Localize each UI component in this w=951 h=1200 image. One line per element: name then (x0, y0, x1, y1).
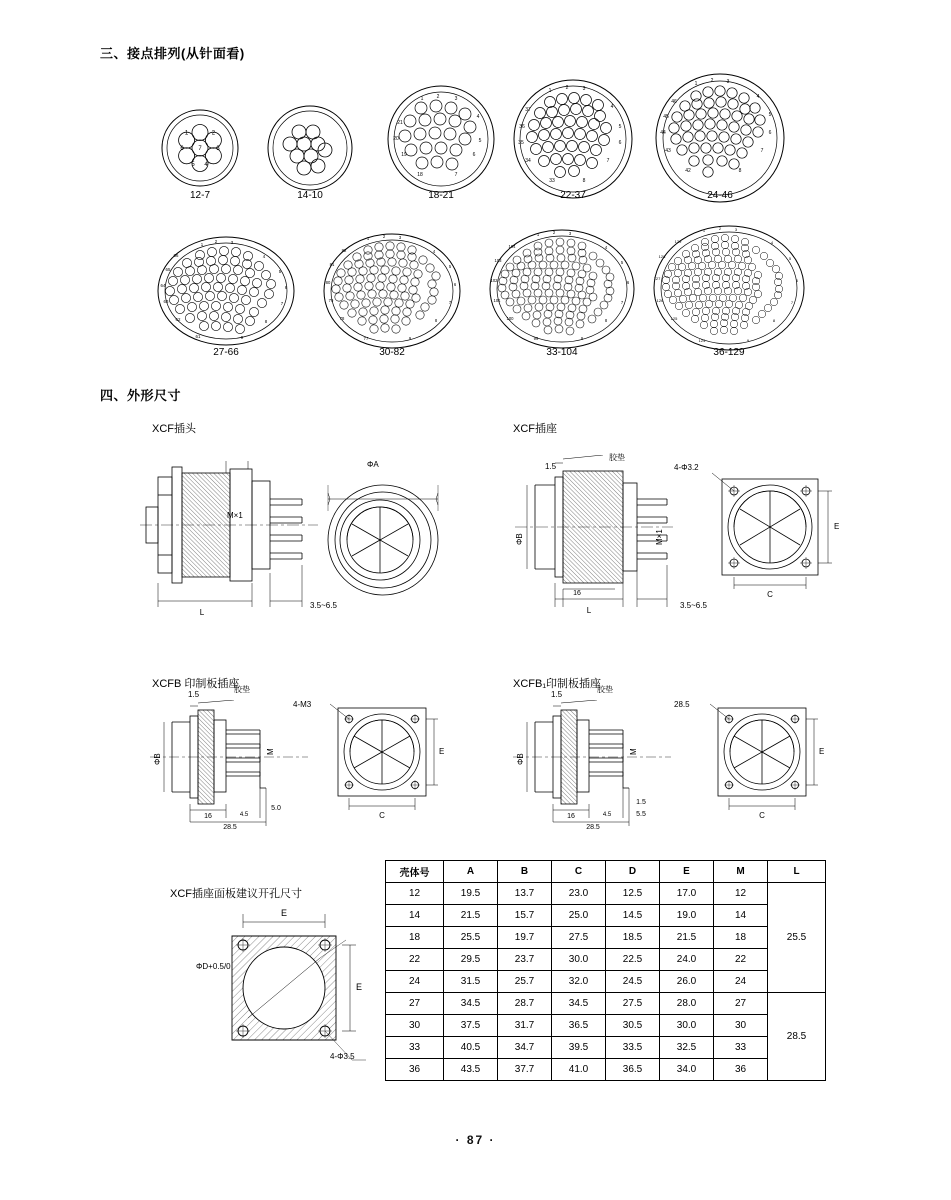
dim-panel-phiD: ΦD+0.5/0 (196, 962, 231, 971)
table-cell: 24.0 (660, 949, 714, 971)
dim-plug-mx1: M×1 (227, 511, 243, 520)
svg-text:80: 80 (325, 280, 331, 285)
table-cell: 17.0 (660, 883, 714, 905)
table-cell: 36.5 (552, 1015, 606, 1037)
svg-text:4: 4 (204, 162, 208, 168)
svg-text:2: 2 (718, 226, 722, 231)
svg-text:63: 63 (163, 299, 169, 304)
svg-text:127: 127 (653, 276, 661, 281)
dim-pcb-m3-15: 1.5 (188, 690, 200, 699)
table-cell: 33.5 (606, 1037, 660, 1059)
dim-panel-4phi35: 4-Φ3.5 (330, 1052, 355, 1061)
svg-text:6: 6 (472, 152, 476, 158)
svg-text:L: L (199, 608, 205, 617)
svg-text:5.0: 5.0 (271, 805, 281, 812)
svg-text:6: 6 (284, 285, 288, 290)
dim-receptacle-15: 1.5 (545, 462, 557, 471)
svg-text:5: 5 (620, 260, 624, 265)
svg-text:4: 4 (770, 240, 774, 245)
table-cell: 24 (386, 971, 444, 993)
table-cell: 30 (386, 1015, 444, 1037)
table-cell: 37.7 (498, 1059, 552, 1081)
svg-text:8: 8 (738, 168, 742, 174)
drawing-title-pcb-32: XCFB₁印制板插座 (513, 678, 602, 690)
table-cell: 34.7 (498, 1037, 552, 1059)
table-cell: 36.5 (606, 1059, 660, 1081)
dim-receptacle-mx1: M×1 (655, 529, 664, 545)
svg-text:81: 81 (329, 262, 335, 267)
table-header-cell: M (714, 861, 768, 883)
svg-text:4: 4 (476, 114, 480, 120)
table-cell-l-group: 28.5 (768, 993, 826, 1081)
section-title-outline-dimensions: 四、外形尺寸 (100, 388, 182, 403)
contact-face-label-0: 12-7 (189, 190, 210, 201)
svg-text:20: 20 (393, 136, 399, 142)
table-cell: 21.5 (444, 905, 498, 927)
svg-text:3: 3 (398, 235, 402, 240)
svg-text:E: E (819, 747, 825, 756)
svg-text:5.5: 5.5 (636, 811, 646, 818)
svg-text:43: 43 (665, 148, 671, 154)
contact-face-label-5: 27-66 (213, 347, 239, 358)
svg-text:124: 124 (698, 338, 706, 343)
contact-face-33-104 (488, 228, 636, 350)
svg-text:3: 3 (230, 240, 234, 245)
table-cell: 34.0 (660, 1059, 714, 1081)
svg-text:4.5: 4.5 (602, 812, 612, 818)
svg-text:5: 5 (478, 138, 482, 144)
svg-text:1: 1 (548, 88, 552, 94)
dim-pcb-m3-m: M (266, 748, 275, 755)
svg-text:6: 6 (453, 282, 457, 287)
svg-text:4: 4 (262, 254, 266, 259)
table-cell: 25.5 (444, 927, 498, 949)
table-cell: 15.7 (498, 905, 552, 927)
svg-text:16: 16 (204, 813, 212, 820)
table-cell: 27 (386, 993, 444, 1015)
dim-receptacle-phiB: ΦB (515, 533, 524, 545)
svg-text:79: 79 (328, 298, 334, 303)
table-cell: 27.5 (552, 927, 606, 949)
svg-text:7: 7 (760, 148, 764, 154)
svg-text:1.5: 1.5 (636, 799, 646, 806)
svg-text:8: 8 (582, 178, 586, 184)
table-cell: 30 (714, 1015, 768, 1037)
table-cell: 34.5 (552, 993, 606, 1015)
svg-text:5: 5 (278, 269, 282, 274)
table-cell-l-group: 25.5 (768, 883, 826, 993)
svg-text:1: 1 (420, 96, 424, 102)
dim-plug-phiA: ΦA (367, 460, 379, 469)
table-row (386, 949, 826, 971)
svg-text:61: 61 (195, 334, 201, 339)
contact-face-18-21 (386, 84, 496, 194)
svg-text:1: 1 (200, 242, 204, 247)
svg-text:6: 6 (795, 278, 799, 283)
table-cell: 36 (386, 1059, 444, 1081)
svg-text:5: 5 (191, 162, 195, 168)
table-cell: 18.5 (606, 927, 660, 949)
table-header-cell: A (444, 861, 498, 883)
svg-text:1: 1 (536, 232, 540, 237)
table-cell: 28.0 (660, 993, 714, 1015)
svg-text:126: 126 (656, 298, 664, 303)
svg-text:7: 7 (606, 158, 610, 164)
contact-face-12-7 (160, 108, 240, 188)
svg-text:77: 77 (363, 336, 369, 341)
table-cell: 32.0 (552, 971, 606, 993)
dim-pcb-m3-phiB: ΦB (153, 753, 162, 765)
table-cell: 28.7 (498, 993, 552, 1015)
svg-text:128: 128 (658, 254, 666, 259)
table-cell: 18 (714, 927, 768, 949)
drawing-title-pcb-m3: XCFB 印制板插座 (152, 678, 240, 690)
svg-text:3: 3 (582, 86, 586, 92)
svg-text:3: 3 (568, 231, 572, 236)
svg-text:62: 62 (175, 317, 181, 322)
svg-text:1: 1 (694, 81, 698, 87)
section-title-contact-arrangement: 三、接点排列(从针面看) (100, 46, 245, 61)
table-cell: 27 (714, 993, 768, 1015)
contact-face-label-6: 30-82 (379, 347, 405, 358)
table-cell: 36 (714, 1059, 768, 1081)
table-cell: 12.5 (606, 883, 660, 905)
svg-text:2: 2 (710, 78, 714, 84)
contact-face-label-2: 18-21 (428, 190, 454, 201)
table-cell: 30.5 (606, 1015, 660, 1037)
svg-text:5: 5 (788, 256, 792, 261)
table-row (386, 905, 826, 927)
drawing-plug-front-view (318, 465, 448, 605)
svg-text:44: 44 (660, 130, 666, 136)
drawing-pcb-m3-side-view (150, 700, 310, 830)
svg-text:7: 7 (620, 300, 624, 305)
svg-text:33: 33 (549, 178, 555, 184)
svg-text:8: 8 (434, 318, 438, 323)
table-cell: 40.5 (444, 1037, 498, 1059)
table-cell: 33 (714, 1037, 768, 1059)
svg-text:82: 82 (341, 248, 347, 253)
svg-text:C: C (379, 811, 385, 820)
svg-text:3: 3 (726, 79, 730, 85)
table-cell: 14 (714, 905, 768, 927)
svg-text:18: 18 (417, 172, 423, 178)
contact-face-27-66 (156, 235, 296, 347)
dim-pcb-m3-glue: 胶垫 (234, 685, 250, 694)
svg-text:64: 64 (160, 283, 166, 288)
svg-text:7: 7 (280, 301, 284, 306)
dim-pcb-32-15: 1.5 (551, 690, 563, 699)
svg-text:66: 66 (173, 253, 179, 258)
svg-text:2: 2 (565, 85, 569, 91)
table-row (386, 1015, 826, 1037)
table-row (386, 971, 826, 993)
table-header-cell: C (552, 861, 606, 883)
table-cell: 12 (386, 883, 444, 905)
table-header-cell: 壳体号 (386, 861, 444, 883)
svg-text:9: 9 (408, 336, 412, 341)
drawing-pcb-32-flange-view (700, 700, 825, 825)
svg-text:7: 7 (198, 146, 202, 152)
table-cell: 14 (386, 905, 444, 927)
svg-text:16: 16 (573, 590, 581, 597)
svg-text:2: 2 (552, 230, 556, 235)
table-cell: 19.7 (498, 927, 552, 949)
svg-text:3: 3 (216, 146, 220, 152)
table-cell: 22 (386, 949, 444, 971)
svg-text:2: 2 (214, 239, 218, 244)
drawing-title-panel-cutout: XCF插座面板建议开孔尺寸 (170, 888, 302, 900)
svg-text:100: 100 (506, 316, 514, 321)
drawing-receptacle-side-view (515, 455, 675, 620)
drawing-panel-cutout (196, 900, 376, 1090)
svg-text:7: 7 (454, 172, 458, 178)
svg-text:L: L (586, 606, 592, 615)
table-row (386, 1059, 826, 1081)
contact-face-36-129 (652, 224, 806, 352)
specification-table (385, 860, 826, 1081)
table-header-cell: B (498, 861, 552, 883)
svg-text:7: 7 (448, 300, 452, 305)
dim-plug-3565: 3.5~6.5 (310, 601, 337, 610)
svg-text:99: 99 (533, 336, 539, 341)
table-cell: 14.5 (606, 905, 660, 927)
svg-text:1: 1 (702, 228, 706, 233)
table-cell: 30.0 (660, 1015, 714, 1037)
table-cell: 37.5 (444, 1015, 498, 1037)
svg-text:34: 34 (525, 158, 531, 164)
drawing-receptacle-flange-view (700, 465, 840, 605)
dim-pcb-32-4phi32: 28.5 (674, 700, 690, 709)
svg-text:C: C (767, 590, 773, 599)
table-cell: 31.7 (498, 1015, 552, 1037)
svg-text:E: E (834, 522, 840, 531)
table-row (386, 1037, 826, 1059)
svg-text:16: 16 (567, 813, 575, 820)
page-number: · 87 · (455, 1133, 496, 1147)
dim-pcb-m3-4m3: 4-M3 (293, 700, 312, 709)
table-cell: 21.5 (660, 927, 714, 949)
svg-text:3: 3 (454, 96, 458, 102)
drawing-pcb-32-side-view (513, 700, 673, 830)
svg-text:4: 4 (432, 249, 436, 254)
table-cell: 25.0 (552, 905, 606, 927)
dim-receptacle-4phi32: 4-Φ3.2 (674, 463, 699, 472)
table-cell: 22.5 (606, 949, 660, 971)
svg-text:6: 6 (768, 130, 772, 136)
svg-text:2: 2 (382, 234, 386, 239)
table-cell: 24 (714, 971, 768, 993)
dim-receptacle-glue: 胶垫 (609, 453, 625, 462)
svg-text:9: 9 (240, 335, 244, 340)
drawing-title-receptacle: XCF插座 (513, 423, 557, 435)
svg-text:46: 46 (671, 99, 677, 105)
table-header-cell: D (606, 861, 660, 883)
table-cell: 43.5 (444, 1059, 498, 1081)
svg-text:5: 5 (768, 112, 772, 118)
svg-text:1: 1 (366, 236, 370, 241)
svg-text:8: 8 (772, 318, 776, 323)
dim-pcb-32-phiB: ΦB (516, 753, 525, 765)
svg-text:42: 42 (685, 168, 691, 174)
drawing-title-plug: XCF插头 (152, 423, 196, 435)
table-cell: 41.0 (552, 1059, 606, 1081)
table-cell: 13.7 (498, 883, 552, 905)
table-cell: 19.0 (660, 905, 714, 927)
table-cell: 29.5 (444, 949, 498, 971)
svg-text:E: E (356, 982, 363, 992)
svg-text:37: 37 (525, 107, 531, 113)
table-cell: 30.0 (552, 949, 606, 971)
table-row (386, 927, 826, 949)
table-cell: 34.5 (444, 993, 498, 1015)
table-cell: 22 (714, 949, 768, 971)
svg-text:4: 4 (610, 104, 614, 110)
svg-text:19: 19 (401, 152, 407, 158)
table-cell: 12 (714, 883, 768, 905)
svg-text:102: 102 (490, 278, 498, 283)
table-cell: 31.5 (444, 971, 498, 993)
drawing-plug-side-view (140, 455, 320, 620)
svg-text:125: 125 (670, 316, 678, 321)
svg-text:9: 9 (580, 336, 584, 341)
dim-receptacle-3565: 3.5~6.5 (680, 601, 707, 610)
contact-face-24-46 (654, 72, 786, 204)
svg-text:7: 7 (790, 300, 794, 305)
svg-text:1: 1 (184, 130, 189, 137)
svg-text:4: 4 (604, 245, 608, 250)
table-row (386, 993, 826, 1015)
contact-face-30-82 (322, 232, 462, 350)
svg-text:E: E (280, 908, 288, 918)
svg-text:36: 36 (519, 124, 525, 130)
contact-face-label-3: 22-37 (560, 190, 586, 201)
svg-text:21: 21 (397, 120, 403, 126)
table-cell: 26.0 (660, 971, 714, 993)
dim-pcb-32-m: M (629, 748, 638, 755)
svg-text:5: 5 (618, 124, 622, 130)
svg-text:104: 104 (508, 244, 516, 249)
svg-text:103: 103 (494, 258, 502, 263)
svg-text:4: 4 (756, 94, 760, 100)
table-cell: 19.5 (444, 883, 498, 905)
dim-pcb-32-glue: 胶垫 (597, 685, 613, 694)
table-cell: 32.5 (660, 1037, 714, 1059)
svg-text:28.5: 28.5 (586, 824, 600, 830)
table-cell: 27.5 (606, 993, 660, 1015)
table-cell: 24.5 (606, 971, 660, 993)
table-row (386, 883, 826, 905)
svg-text:78: 78 (339, 316, 345, 321)
contact-face-label-7: 33-104 (546, 347, 578, 358)
svg-text:8: 8 (264, 319, 268, 324)
svg-text:6: 6 (626, 280, 630, 285)
table-header-cell: E (660, 861, 714, 883)
table-cell: 39.5 (552, 1037, 606, 1059)
contact-face-14-10 (266, 104, 354, 192)
svg-text:C: C (759, 811, 765, 820)
table-cell: 23.7 (498, 949, 552, 971)
table-cell: 25.7 (498, 971, 552, 993)
svg-text:2: 2 (436, 94, 440, 100)
svg-text:3: 3 (734, 227, 738, 232)
contact-face-label-1: 14-10 (297, 190, 323, 201)
table-cell: 18 (386, 927, 444, 949)
drawing-pcb-m3-flange-view (320, 700, 445, 825)
svg-text:28.5: 28.5 (223, 824, 237, 830)
svg-text:35: 35 (518, 140, 524, 146)
svg-text:6: 6 (618, 140, 622, 146)
svg-text:5: 5 (448, 264, 452, 269)
contact-face-label-8: 36-129 (713, 347, 745, 358)
svg-text:45: 45 (663, 114, 669, 120)
svg-text:8: 8 (604, 318, 608, 323)
contact-face-22-37 (512, 78, 634, 200)
svg-text:129: 129 (674, 239, 682, 244)
svg-text:2: 2 (211, 130, 216, 137)
table-header-row (386, 861, 826, 883)
table-cell: 33 (386, 1037, 444, 1059)
table-cell: 23.0 (552, 883, 606, 905)
svg-text:4.5: 4.5 (239, 812, 249, 818)
table-header-cell: L (768, 861, 826, 883)
svg-text:6: 6 (180, 146, 184, 152)
svg-text:9: 9 (746, 338, 750, 343)
svg-text:E: E (439, 747, 445, 756)
contact-face-label-4: 24-46 (707, 190, 733, 201)
svg-text:65: 65 (165, 267, 171, 272)
svg-text:101: 101 (493, 298, 501, 303)
